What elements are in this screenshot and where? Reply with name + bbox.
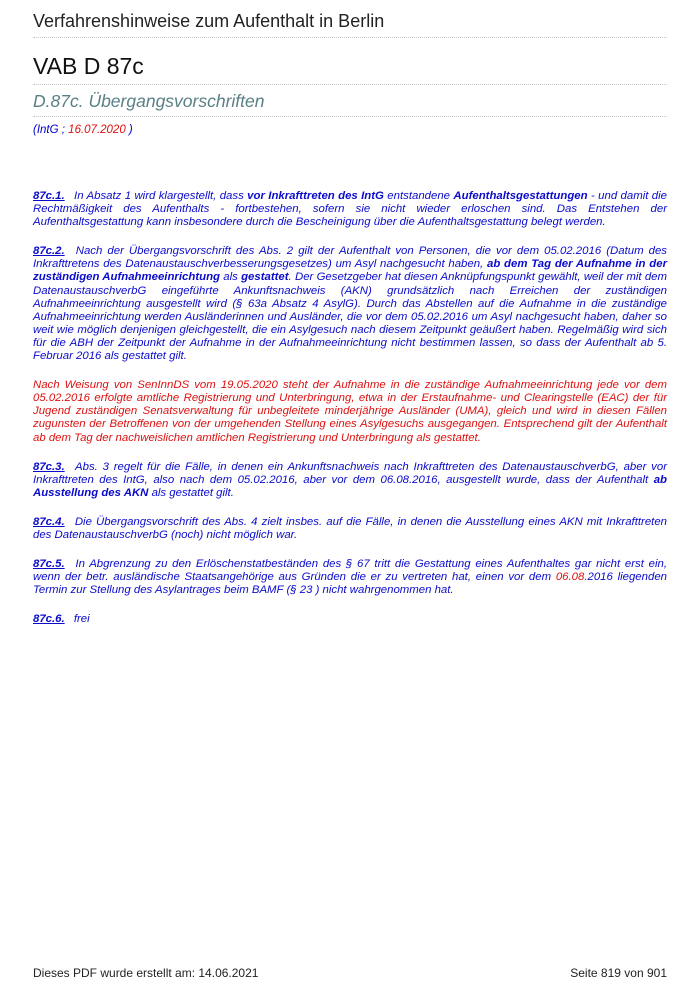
document-body [33, 190, 667, 642]
meta-open: ( [33, 124, 37, 136]
paragraph-text: frei [70, 613, 90, 626]
paragraph-text: entstandene [383, 190, 454, 202]
paragraph-number-link[interactable]: 87c.1. [33, 190, 65, 202]
paragraph-text: Abs. 3 regelt für die Fälle, in denen ein Ankunftsnachweis nach Inkrafttreten des DatenaustauschverbG, aber vor Inkrafttreten des IntG, also nach dem 05.02.2016, aber vor dem 06.08.2016, ausgestellt wurde, dass der Aufenthalt [33, 460, 667, 486]
meta-separator: ; [58, 124, 69, 136]
paragraph-text: Nach der Übergangsvorschrift des Abs. 2 gilt der Aufenthalt von Personen, die vor dem 05.02.2016 (Datum des Inkrafttretens des Datenaustauschverbesserungsgesetzes) um Asyl nachgesucht haben, [33, 245, 667, 271]
emphasis-text: ab dem Tag der Aufnahme in der zuständigen Aufnahmeeinrichtung [33, 258, 667, 284]
meta-date: 16.07.2020 [68, 124, 126, 136]
paragraph-87c-3 [33, 461, 667, 500]
paragraph-text: als gestattet gilt. [148, 486, 234, 499]
paragraph-text: . Der Gesetzgeber hat diesen Anknüpfungspunkt gewählt, weil der mit dem DatenaustauschverbG eingeführte Ankunftsnachweis (AKN) grundsätzlich nach Erreichen der zuständigen Aufnahmeeinrichtung ausgestellt wird (§ 63a Absatz 4 AsylG). Durch das Abstellen auf die Aufnahme in die zuständige Aufnahmeeinrichtung werden Ausländerinnen und Ausländer, die vor dem 05.02.2016 um Asyl nachgesucht haben, daher so weit wie möglich denjenigen gleichgestellt, die ein Asylgesuch nach diesem Zeitpunkt geäußert haben. Regelmäßig wird sich für die ABH der Zeitpunkt der Aufnahme in der Aufnahmeeinrichtung nicht bestimmen lassen, so dass der Aufenthalt ab 5. Februar 2016 als gestattet gilt. [33, 271, 668, 363]
paragraph-text: als [219, 271, 242, 284]
paragraph-text: In Abgrenzung zu den Erlöschenstatbeständen des § 67 tritt die Gestattung eines Aufenthaltes gar nicht erst ein, wenn der betr. ausländische Staatsangehörige aus Gründen die er zu vertreten hat, einen vor dem [33, 558, 667, 584]
paragraph-text: 2016 liegenden Termin zur Stellung des Asylantrages beim BAMF (§ 23 ) nicht wahrgenommen hat. [33, 571, 667, 597]
footer-created-date: Dieses PDF wurde erstellt am: 14.06.2021 [33, 966, 259, 980]
paragraph-87c-2 [33, 245, 667, 363]
paragraph-87c-5 [33, 558, 667, 597]
emphasis-text: Aufenthaltsgestattungen [453, 190, 588, 202]
highlighted-date: 06.08. [555, 571, 588, 584]
emphasis-text: gestattet [241, 271, 289, 284]
paragraph-number-link[interactable]: 87c.6. [33, 613, 65, 626]
source-meta [33, 124, 133, 136]
page-footer [33, 966, 667, 980]
paragraph-number-link[interactable]: 87c.2. [33, 245, 65, 258]
emphasis-text: ab Ausstellung des AKN [33, 473, 667, 499]
paragraph-87c-1 [33, 190, 667, 229]
paragraph-text: - und damit die Rechtmäßigkeit des Aufenthalts - fortbestehen, sofern sie nicht wieder erloschen sind. Das Entstehen der Aufenthaltsgestattung kann insbesondere durch die Bescheinigung über die Aufenthaltsgestattung belegt werden. [33, 190, 667, 229]
meta-law-link[interactable]: IntG [36, 124, 59, 136]
paragraph-text: In Absatz 1 wird klargestellt, dass [70, 190, 248, 202]
emphasis-text: vor Inkrafttreten des IntG [247, 190, 384, 202]
meta-close: ) [125, 124, 133, 136]
paragraph-87c-4 [33, 516, 667, 542]
site-title: Verfahrenshinweise zum Aufenthalt in Berlin [33, 11, 667, 38]
paragraph-weisung-note: Nach Weisung von SenInnDS vom 19.05.2020 steht der Aufnahme in die zuständige Aufnahmeeinrichtung jede vor dem 05.02.2016 erfolgte amtliche Registrierung und Unterbringung, etwa in der Erstaufnahme- und Clearingstelle (EAC) der für Jugend zuständigen Senatsverwaltung für unbegleitete minderjährige Ausländer (UMA), gleich und wird in diesen Fällen zugunsten der Betroffenen von der umgehenden Stellung eines Asylgesuchs ausgegangen. Entsprechend gilt der Aufenthalt ab dem Tag der nachweislichen amtlichen Registrierung und Unterbringung als gestattet. [33, 379, 667, 444]
section-code: VAB D 87c [33, 53, 667, 85]
paragraph-87c-6 [33, 613, 667, 626]
paragraph-number-link[interactable]: 87c.5. [33, 558, 65, 571]
document-page [33, 0, 667, 990]
section-subtitle: D.87c. Übergangsvorschriften [33, 91, 667, 117]
paragraph-text: Die Übergangsvorschrift des Abs. 4 zielt insbes. auf die Fälle, in denen die Ausstellung eines AKN mit Inkrafttreten des DatenaustauschverbG (noch) nicht möglich war. [33, 515, 667, 541]
footer-page-number: Seite 819 von 901 [570, 966, 667, 980]
paragraph-number-link[interactable]: 87c.3. [33, 460, 65, 473]
paragraph-number-link[interactable]: 87c.4. [33, 515, 65, 528]
